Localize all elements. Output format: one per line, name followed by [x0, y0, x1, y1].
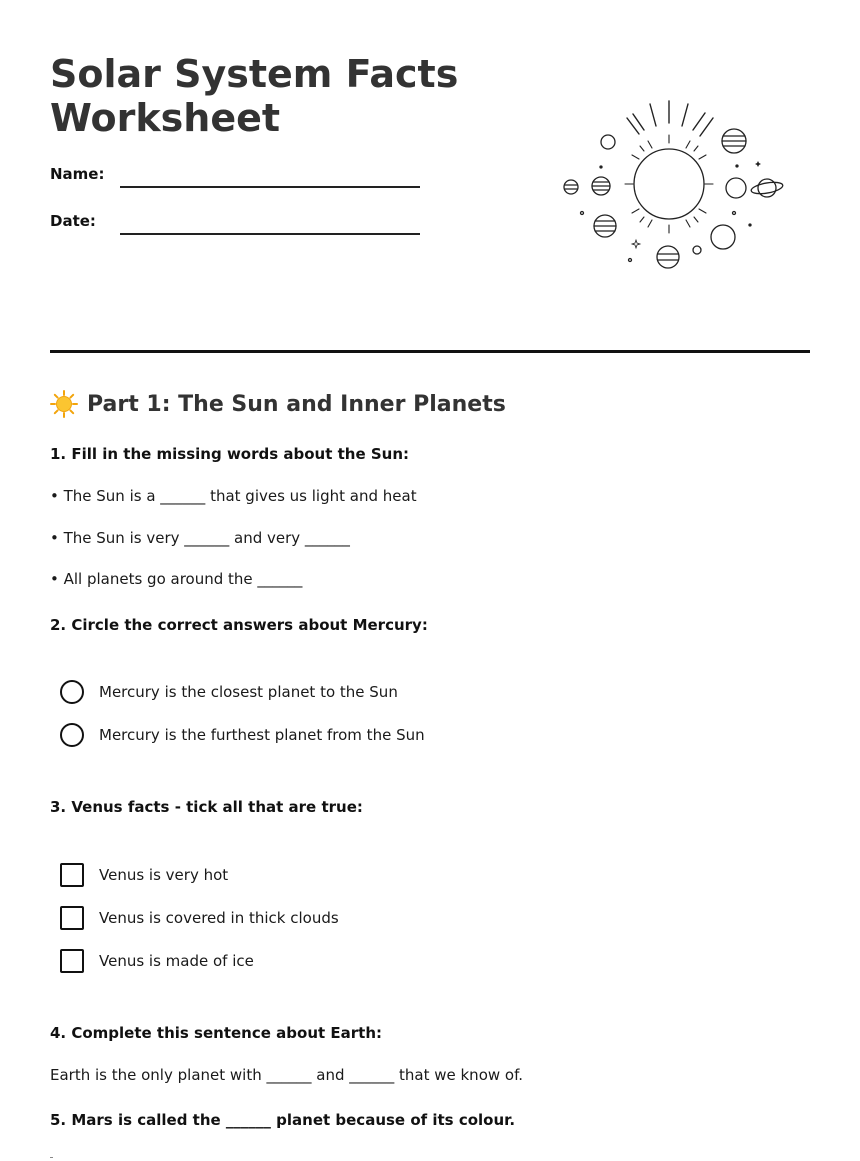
date-field[interactable]	[120, 233, 420, 235]
q1-line-3: • All planets go around the ______	[50, 570, 303, 588]
question-1: 1. Fill in the missing words about the Sun:	[50, 445, 410, 463]
solar-system-icon	[555, 95, 790, 275]
radio-circle[interactable]	[60, 680, 84, 704]
option-label: Venus is made of ice	[99, 952, 254, 970]
section-title	[50, 390, 506, 418]
title-line-1: Solar System Facts	[50, 52, 459, 96]
venus-option-2[interactable]	[60, 906, 339, 930]
checkbox[interactable]	[60, 906, 84, 930]
option-label: Venus is covered in thick clouds	[99, 909, 339, 927]
option-label: Venus is very hot	[99, 866, 229, 884]
date-label: Date:	[50, 212, 96, 230]
title-line-2: Worksheet	[50, 96, 281, 140]
section-title-text: Part 1: The Sun and Inner Planets	[87, 391, 506, 417]
checkbox[interactable]	[60, 863, 84, 887]
venus-option-3[interactable]	[60, 949, 254, 973]
section-divider	[50, 350, 810, 353]
name-label: Name:	[50, 165, 105, 183]
question-2: 2. Circle the correct answers about Mercury:	[50, 616, 428, 634]
sun-icon	[50, 390, 78, 418]
option-label: Mercury is the furthest planet from the Sun	[99, 726, 425, 744]
q4-sentence: Earth is the only planet with ______ and ______ that we know of.	[50, 1066, 524, 1084]
radio-circle[interactable]	[60, 723, 84, 747]
question-4: 4. Complete this sentence about Earth:	[50, 1024, 382, 1042]
q1-line-2: • The Sun is very ______ and very ______	[50, 529, 350, 547]
mercury-option-2[interactable]	[60, 723, 425, 747]
checkbox[interactable]	[60, 949, 84, 973]
mercury-option-1[interactable]	[60, 680, 398, 704]
page-continuation-mark	[50, 1157, 53, 1158]
option-label: Mercury is the closest planet to the Sun	[99, 683, 398, 701]
page-title	[50, 52, 458, 140]
question-3: 3. Venus facts - tick all that are true:	[50, 798, 363, 816]
q1-line-1: • The Sun is a ______ that gives us light and heat	[50, 487, 417, 505]
venus-option-1[interactable]	[60, 863, 228, 887]
name-field[interactable]	[120, 186, 420, 188]
question-5: 5. Mars is called the ______ planet because of its colour.	[50, 1111, 516, 1129]
